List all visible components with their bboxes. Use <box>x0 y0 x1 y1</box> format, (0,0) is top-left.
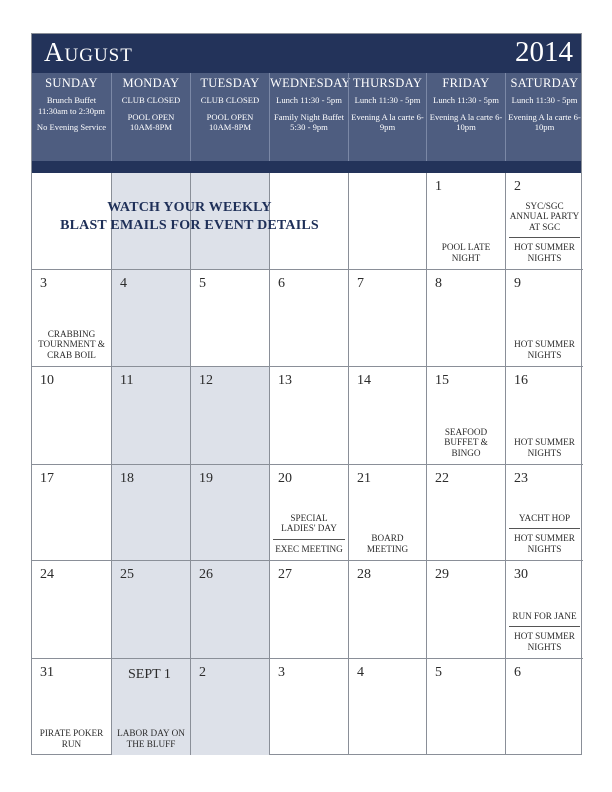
day-cell <box>32 658 111 755</box>
day-events <box>509 609 580 655</box>
weekday-hours-note: Lunch 11:30 - 5pm <box>354 95 421 105</box>
day-cell <box>505 173 583 269</box>
calendar <box>31 33 582 755</box>
weekday-hours-note: Lunch 11:30 - 5pm <box>276 95 342 105</box>
weekday-hours <box>427 95 505 133</box>
weekday-hours-note: POOL OPEN 10AM-8PM <box>206 111 254 133</box>
event-label: YACHT HOP <box>518 512 571 523</box>
day-number: 3 <box>40 276 47 291</box>
event-label: SEAFOOD BUFFET & BINGO <box>444 426 488 458</box>
day-number: 25 <box>120 567 134 582</box>
weekday-hours-note: POOL OPEN 10AM-8PM <box>127 111 175 133</box>
day-cell <box>426 366 505 464</box>
event-label: BOARD MEETING <box>366 533 409 554</box>
weekday-name: MONDAY <box>122 76 180 90</box>
weekday-name: WEDNESDAY <box>270 76 351 90</box>
day-number: 19 <box>199 471 213 486</box>
day-number: 11 <box>120 373 134 388</box>
day-cell <box>269 658 348 755</box>
weekday-header-tuesday <box>190 73 269 161</box>
weekday-header-monday <box>111 73 190 161</box>
day-number: 31 <box>40 665 54 680</box>
day-number: 24 <box>40 567 54 582</box>
day-number: 1 <box>435 179 442 194</box>
calendar-grid <box>32 173 581 755</box>
day-cell <box>348 464 426 560</box>
weekday-header-sunday <box>32 73 111 161</box>
weekday-hours-note: No Evening Service <box>36 122 107 133</box>
day-events <box>509 337 580 362</box>
day-number: 27 <box>278 567 292 582</box>
day-cell <box>348 269 426 366</box>
day-number: 23 <box>514 471 528 486</box>
day-number: 9 <box>514 276 521 291</box>
event-label: RUN FOR JANE <box>512 610 577 621</box>
weekday-hours <box>270 95 348 133</box>
day-number: 2 <box>199 665 206 680</box>
day-cell <box>32 560 111 658</box>
day-number: SEPT 1 <box>128 667 171 682</box>
title-bar <box>32 34 581 73</box>
weekday-name: THURSDAY <box>352 76 423 90</box>
weekday-hours-note: Brunch Buffet 11:30am to 2:30pm <box>38 95 105 116</box>
day-events <box>273 511 345 557</box>
day-number: 20 <box>278 471 292 486</box>
header-divider-strip <box>32 161 581 173</box>
day-number: 10 <box>40 373 54 388</box>
weekday-name: FRIDAY <box>442 76 490 90</box>
day-cell <box>426 658 505 755</box>
event-label: POOL LATE NIGHT <box>441 242 491 263</box>
day-cell <box>505 560 583 658</box>
day-cell <box>111 269 190 366</box>
day-events <box>35 327 108 363</box>
day-cell <box>426 269 505 366</box>
day-number: 14 <box>357 373 371 388</box>
day-number: 28 <box>357 567 371 582</box>
day-cell <box>190 464 269 560</box>
day-cell <box>348 560 426 658</box>
weekday-name: SUNDAY <box>45 76 98 90</box>
day-number: 22 <box>435 471 449 486</box>
day-number: 2 <box>514 179 521 194</box>
day-events <box>430 240 502 265</box>
day-events <box>115 726 187 751</box>
event-label: SPECIAL LADIES' DAY <box>281 512 337 533</box>
event-label: HOT SUMMER NIGHTS <box>514 437 575 458</box>
day-events <box>509 435 580 460</box>
day-cell <box>32 269 111 366</box>
day-number: 7 <box>357 276 364 291</box>
event-label: HOT SUMMER NIGHTS <box>514 339 575 360</box>
month-title: August <box>44 37 133 67</box>
day-cell <box>32 464 111 560</box>
day-cell <box>505 269 583 366</box>
event-notice-banner <box>32 199 347 235</box>
weekday-header-wednesday <box>269 73 351 161</box>
day-cell <box>426 173 505 269</box>
weekday-hours-note: Evening A la carte 6-9pm <box>351 111 424 133</box>
weekday-header-thursday <box>348 73 426 161</box>
day-cell <box>348 658 426 755</box>
day-events <box>35 726 108 751</box>
weekday-header-saturday <box>505 73 583 161</box>
weekday-hours-note: CLUB CLOSED <box>121 95 181 105</box>
day-number: 15 <box>435 373 449 388</box>
day-number: 8 <box>435 276 442 291</box>
day-number: 4 <box>357 665 364 680</box>
weekday-hours <box>191 95 269 133</box>
day-cell <box>111 464 190 560</box>
day-cell <box>111 658 190 755</box>
event-label: PIRATE POKER RUN <box>39 728 104 749</box>
day-cell <box>190 366 269 464</box>
weekday-hours-note: CLUB CLOSED <box>200 95 260 105</box>
weekday-hours-note: Evening A la carte 6-10pm <box>508 111 581 133</box>
event-label: LABOR DAY ON THE BLUFF <box>117 728 185 749</box>
day-number: 30 <box>514 567 528 582</box>
event-label: CRABBING TOURNMENT & CRAB BOIL <box>38 328 105 360</box>
event-label: SYC/SGC ANNUAL PARTY AT SGC <box>509 200 580 232</box>
weekday-hours <box>112 95 190 133</box>
day-cell <box>505 366 583 464</box>
day-number: 17 <box>40 471 54 486</box>
day-cell <box>348 366 426 464</box>
day-cell <box>111 366 190 464</box>
day-number: 18 <box>120 471 134 486</box>
day-number: 12 <box>199 373 213 388</box>
event-label: HOT SUMMER NIGHTS <box>509 626 580 654</box>
day-number: 6 <box>514 665 521 680</box>
day-events <box>509 199 580 266</box>
day-number: 3 <box>278 665 285 680</box>
day-cell <box>111 560 190 658</box>
day-cell <box>505 658 583 755</box>
day-number: 13 <box>278 373 292 388</box>
day-events <box>430 425 502 461</box>
day-number: 26 <box>199 567 213 582</box>
event-label: HOT SUMMER NIGHTS <box>509 237 580 265</box>
day-events <box>509 511 580 557</box>
year-title: 2014 <box>515 36 573 68</box>
weekday-hours-note: Family Night Buffet 5:30 - 9pm <box>273 111 345 133</box>
weekday-header-row <box>32 73 581 161</box>
event-label: EXEC MEETING <box>273 539 345 557</box>
weekday-hours <box>32 95 111 133</box>
day-cell <box>269 560 348 658</box>
day-cell <box>190 269 269 366</box>
banner-line: BLAST EMAILS FOR EVENT DETAILS <box>60 218 319 233</box>
day-number: 4 <box>120 276 127 291</box>
day-number: 5 <box>435 665 442 680</box>
day-events <box>352 531 423 556</box>
day-cell <box>426 464 505 560</box>
day-number: 29 <box>435 567 449 582</box>
day-cell <box>426 560 505 658</box>
weekday-hours-note: Lunch 11:30 - 5pm <box>433 95 499 105</box>
weekday-hours-note: Lunch 11:30 - 5pm <box>511 95 578 105</box>
day-cell <box>190 560 269 658</box>
day-cell <box>505 464 583 560</box>
day-cell <box>32 366 111 464</box>
day-number: 16 <box>514 373 528 388</box>
banner-line: WATCH YOUR WEEKLY <box>107 200 272 215</box>
day-cell <box>348 173 426 269</box>
event-label: HOT SUMMER NIGHTS <box>509 528 580 556</box>
day-number: 6 <box>278 276 285 291</box>
weekday-hours-note: Evening A la carte 6-10pm <box>429 111 503 133</box>
day-number: 5 <box>199 276 206 291</box>
weekday-name: TUESDAY <box>200 76 260 90</box>
weekday-header-friday <box>426 73 505 161</box>
weekday-name: SATURDAY <box>510 76 579 90</box>
day-number: 21 <box>357 471 371 486</box>
day-cell <box>190 658 269 755</box>
day-cell <box>269 464 348 560</box>
weekday-hours <box>349 95 426 133</box>
weekday-hours <box>506 95 583 133</box>
day-cell <box>269 269 348 366</box>
day-cell <box>269 366 348 464</box>
